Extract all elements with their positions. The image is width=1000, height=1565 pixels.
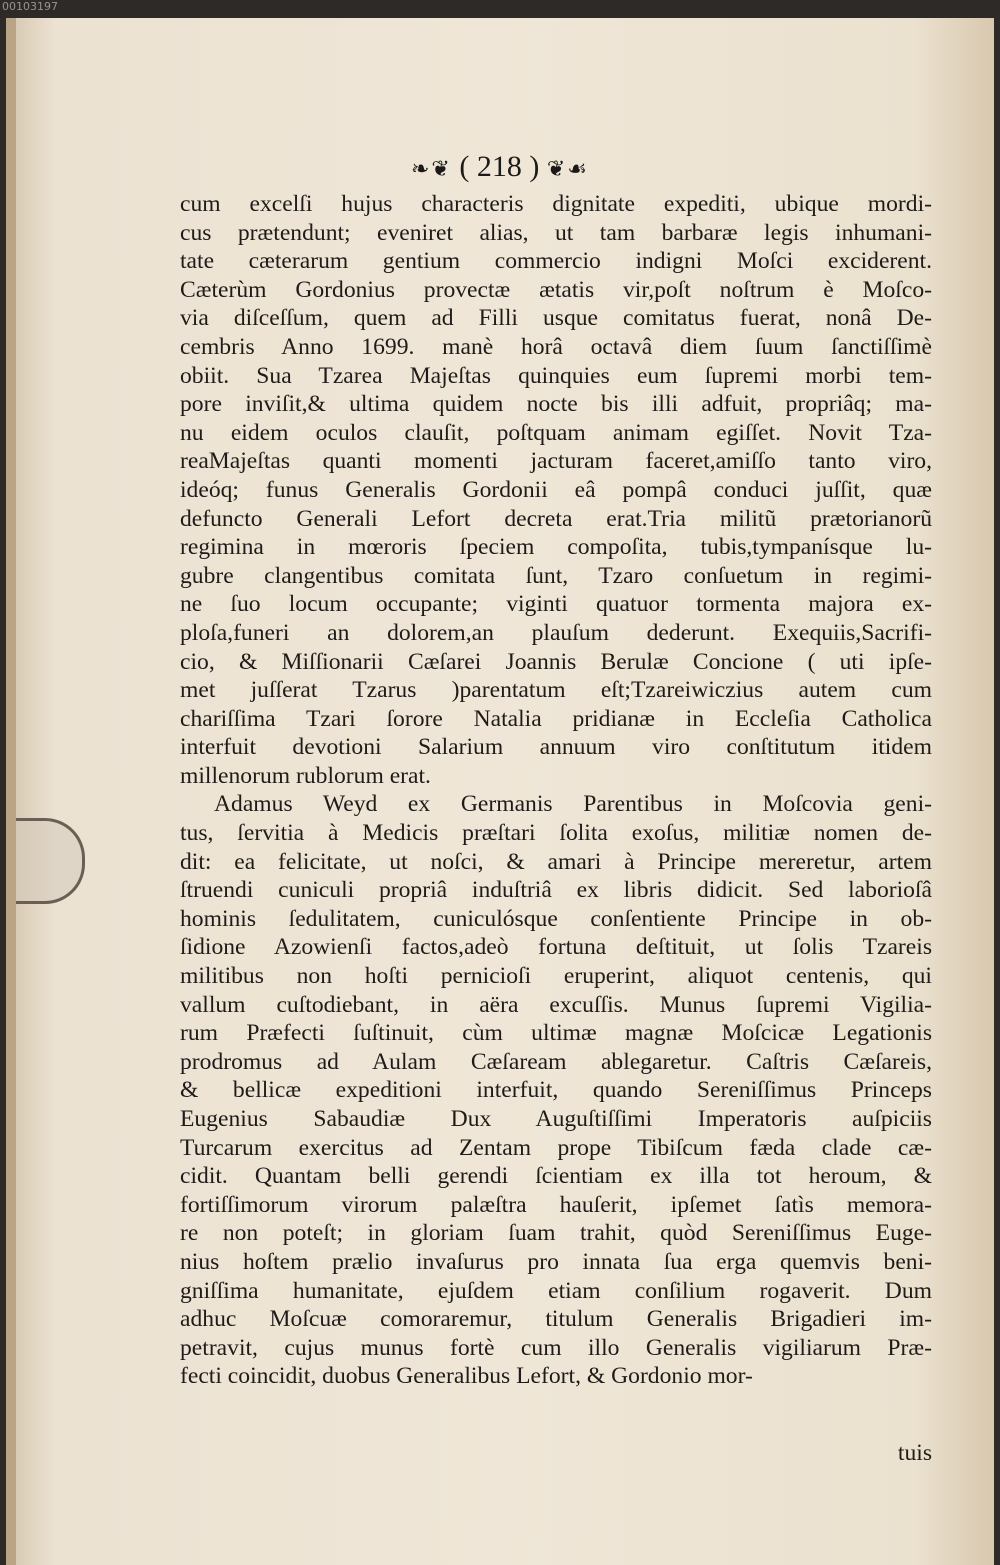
text-line: gubre clangentibus comitata ſunt, Tzaro conſuetum in regimi- (180, 562, 932, 589)
body-text (180, 190, 932, 1391)
text-line: adhuc Moſcuæ comoraremur, titulum Generalis Brigadieri im- (180, 1306, 932, 1333)
text-line: ploſa,funeri an dolorem,an plauſum dederunt. Exequiis,Sacrifi- (180, 619, 932, 646)
text-line: chariſſima Tzari ſorore Natalia pridianæ in Eccleſia Catholica (180, 705, 932, 732)
text-line: Turcarum exercitus ad Zentam prope Tibiſcum fæda clade cæ- (180, 1134, 932, 1161)
text-line: Cæterùm Gordonius provectæ ætatis vir,poſt noſtrum è Moſco- (180, 276, 932, 303)
text-line: re non poteſt; in gloriam ſuam trahit, quòd Sereniſſimus Euge- (180, 1220, 932, 1247)
text-line: Eugenius Sabaudiæ Dux Auguſtiſſimi Imperatoris auſpiciis (180, 1106, 932, 1132)
text-line: ſtruendi cuniculi propriâ induſtriâ ex libris didicit. Sed laborioſâ (180, 877, 932, 904)
text-line: cembris Anno 1699. manè horâ octavâ diem ſuum ſanctiſſimè (180, 333, 932, 360)
ornament-right-icon: ❦☙ (546, 156, 589, 182)
text-line: ne ſuo locum occupante; viginti quatuor tormenta majora ex- (180, 591, 932, 618)
text-line: millenorum rublorum erat. (180, 762, 431, 789)
corner-id: 00103197 (2, 0, 58, 13)
spine-clip (16, 818, 85, 904)
text-line: tus, ſervitia à Medicis præſtari ſolita exoſus, militiæ nomen de- (180, 820, 932, 847)
text-line: cidit. Quantam belli gerendi ſcientiam ex illa tot heroum, & (180, 1163, 932, 1190)
text-line: gniſſima humanitate, ejuſdem etiam conſilium rogaverit. Dum (180, 1277, 932, 1304)
text-line: obiit. Sua Tzarea Majeſtas quinquies eum ſupremi morbi tem- (180, 362, 932, 389)
text-line: rum Præfecti ſuſtinuit, cùm ultimæ magnæ Moſcicæ Legationis (180, 1020, 932, 1047)
text-line: cum excelſi hujus characteris dignitate expediti, ubique mordi- (180, 191, 932, 217)
text-line: defuncto Generali Lefort decreta erat.Tria militũ prætorianorũ (180, 505, 932, 532)
text-line: fortiſſimorum virorum palæſtra hauſerit, ipſemet ſatìs memora- (180, 1191, 932, 1218)
text-line: nius hoſtem prælio invaſurus pro innata ſua erga quemvis beni- (180, 1248, 932, 1275)
catchword: tuis (897, 1440, 932, 1466)
text-line: dit: ea felicitate, ut noſci, & amari à Principe mereretur, artem (180, 848, 932, 875)
text-line: cio, & Miſſionarii Cæſarei Joannis Berulæ Concione ( uti ipſe- (180, 648, 932, 675)
text-line: prodromus ad Aulam Cæſaream ablegaretur. Caſtris Cæſareis, (180, 1048, 932, 1075)
text-line: ſidione Azowienſi factos,adeò fortuna deſtituit, ut ſolis Tzareis (180, 934, 932, 961)
text-line: militibus non hoſti pernicioſi eruperint, aliquot centenis, qui (180, 963, 932, 990)
text-line: reaMajeſtas quanti momenti jacturam faceret,amiſſo tanto viro, (180, 448, 932, 475)
text-line: pore inviſit,& ultima quidem nocte bis illi adfuit, propriâq; ma- (180, 391, 932, 418)
text-line: hominis ſedulitatem, cuniculósque conſentiente Principe in ob- (180, 905, 932, 932)
text-line: met juſſerat Tzarus )parentatum eſt;Tzareiwiczius autem cum (180, 677, 932, 704)
page-number: ( 218 ) (459, 150, 540, 183)
text-line: cus prætendunt; eveniret alias, ut tam barbaræ legis inhumani- (180, 219, 932, 246)
text-line: nu eidem oculos clauſit, poſtquam animam egiſſet. Novit Tza- (180, 419, 932, 446)
text-line: regimina in mœroris ſpeciem compoſita, tubis,tympanísque lu- (180, 534, 932, 561)
text-line: interfuit devotioni Salarium annuum viro conſtitutum itidem (180, 734, 932, 761)
text-line: & bellicæ expeditioni interfuit, quando Sereniſſimus Princeps (180, 1077, 932, 1104)
text-line: Adamus Weyd ex Germanis Parentibus in Moſcovia geni- (214, 791, 932, 818)
text-line: fecti coincidit, duobus Generalibus Lefort, & Gordonio mor- (180, 1363, 753, 1390)
page-header (0, 150, 1000, 184)
text-line: tate cæterarum gentium commercio indigni Moſci exciderent. (180, 248, 932, 275)
ornament-left-icon: ❧❦ (410, 156, 452, 182)
text-line: via diſceſſum, quem ad Filli usque comitatus fuerat, nonâ De- (180, 305, 932, 332)
text-line: ideóq; funus Generalis Gordonii eâ pompâ conduci juſſit, quæ (180, 476, 932, 503)
text-line: petravit, cujus munus fortè cum illo Generalis vigiliarum Præ- (180, 1334, 932, 1361)
text-line: vallum cuſtodiebant, in aëra excuſſis. Munus ſupremi Vigilia- (180, 991, 932, 1018)
